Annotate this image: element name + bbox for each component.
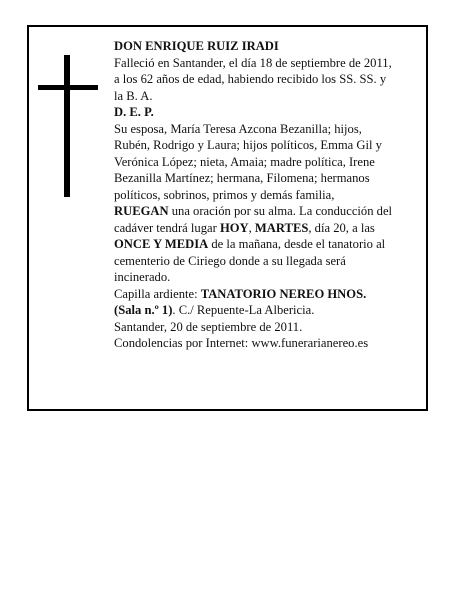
funeral-line-3: ONCE Y MEDIA de la mañana, desde el tanatorio al xyxy=(114,237,386,251)
cross-horizontal-bar xyxy=(38,85,98,90)
date-line: Santander, 20 de septiembre de 2011. xyxy=(114,319,303,334)
funeral-line-2: cadáver tendrá lugar HOY, MARTES, día 20, a las xyxy=(114,220,375,235)
condolences-line: Condolencias por Internet: www.funerarianereo.es xyxy=(114,336,369,350)
death-line-2: a los 62 años de edad, habiendo recibido los SS. SS. y xyxy=(114,72,387,86)
death-line-1: Falleció en Santander, el día 18 de septiembre de 2011, xyxy=(114,55,392,70)
family-line-4: Bezanilla Martínez; hermana, Filomena; hermanos xyxy=(114,171,370,185)
cross-icon xyxy=(38,55,98,197)
cross-vertical-bar xyxy=(64,55,70,197)
capilla-line: Capilla ardiente: TANATORIO NEREO HNOS. xyxy=(114,286,367,301)
deceased-name: DON ENRIQUE RUIZ IRADI xyxy=(114,39,279,53)
obituary-text xyxy=(114,38,420,352)
death-line-3: la B. A. xyxy=(114,88,153,103)
family-line-2: Rubén, Rodrigo y Laura; hijos políticos, Emma Gil y xyxy=(114,138,382,152)
ruegan-line: RUEGAN una oración por su alma. La conducción del xyxy=(114,204,393,218)
funeral-line-4: cementerio de Ciriego donde a su llegada será xyxy=(114,253,346,268)
dep-line: D. E. P. xyxy=(114,105,154,119)
funeral-line-5: incinerado. xyxy=(114,270,171,284)
family-line-5: políticos, sobrinos, primos y demás familia, xyxy=(114,187,335,202)
family-line-3: Verónica López; nieta, Amaia; madre política, Irene xyxy=(114,154,375,169)
family-line-1: Su esposa, María Teresa Azcona Bezanilla; hijos, xyxy=(114,121,362,136)
sala-line: (Sala n.º 1). C./ Repuente-La Albericia. xyxy=(114,303,315,317)
